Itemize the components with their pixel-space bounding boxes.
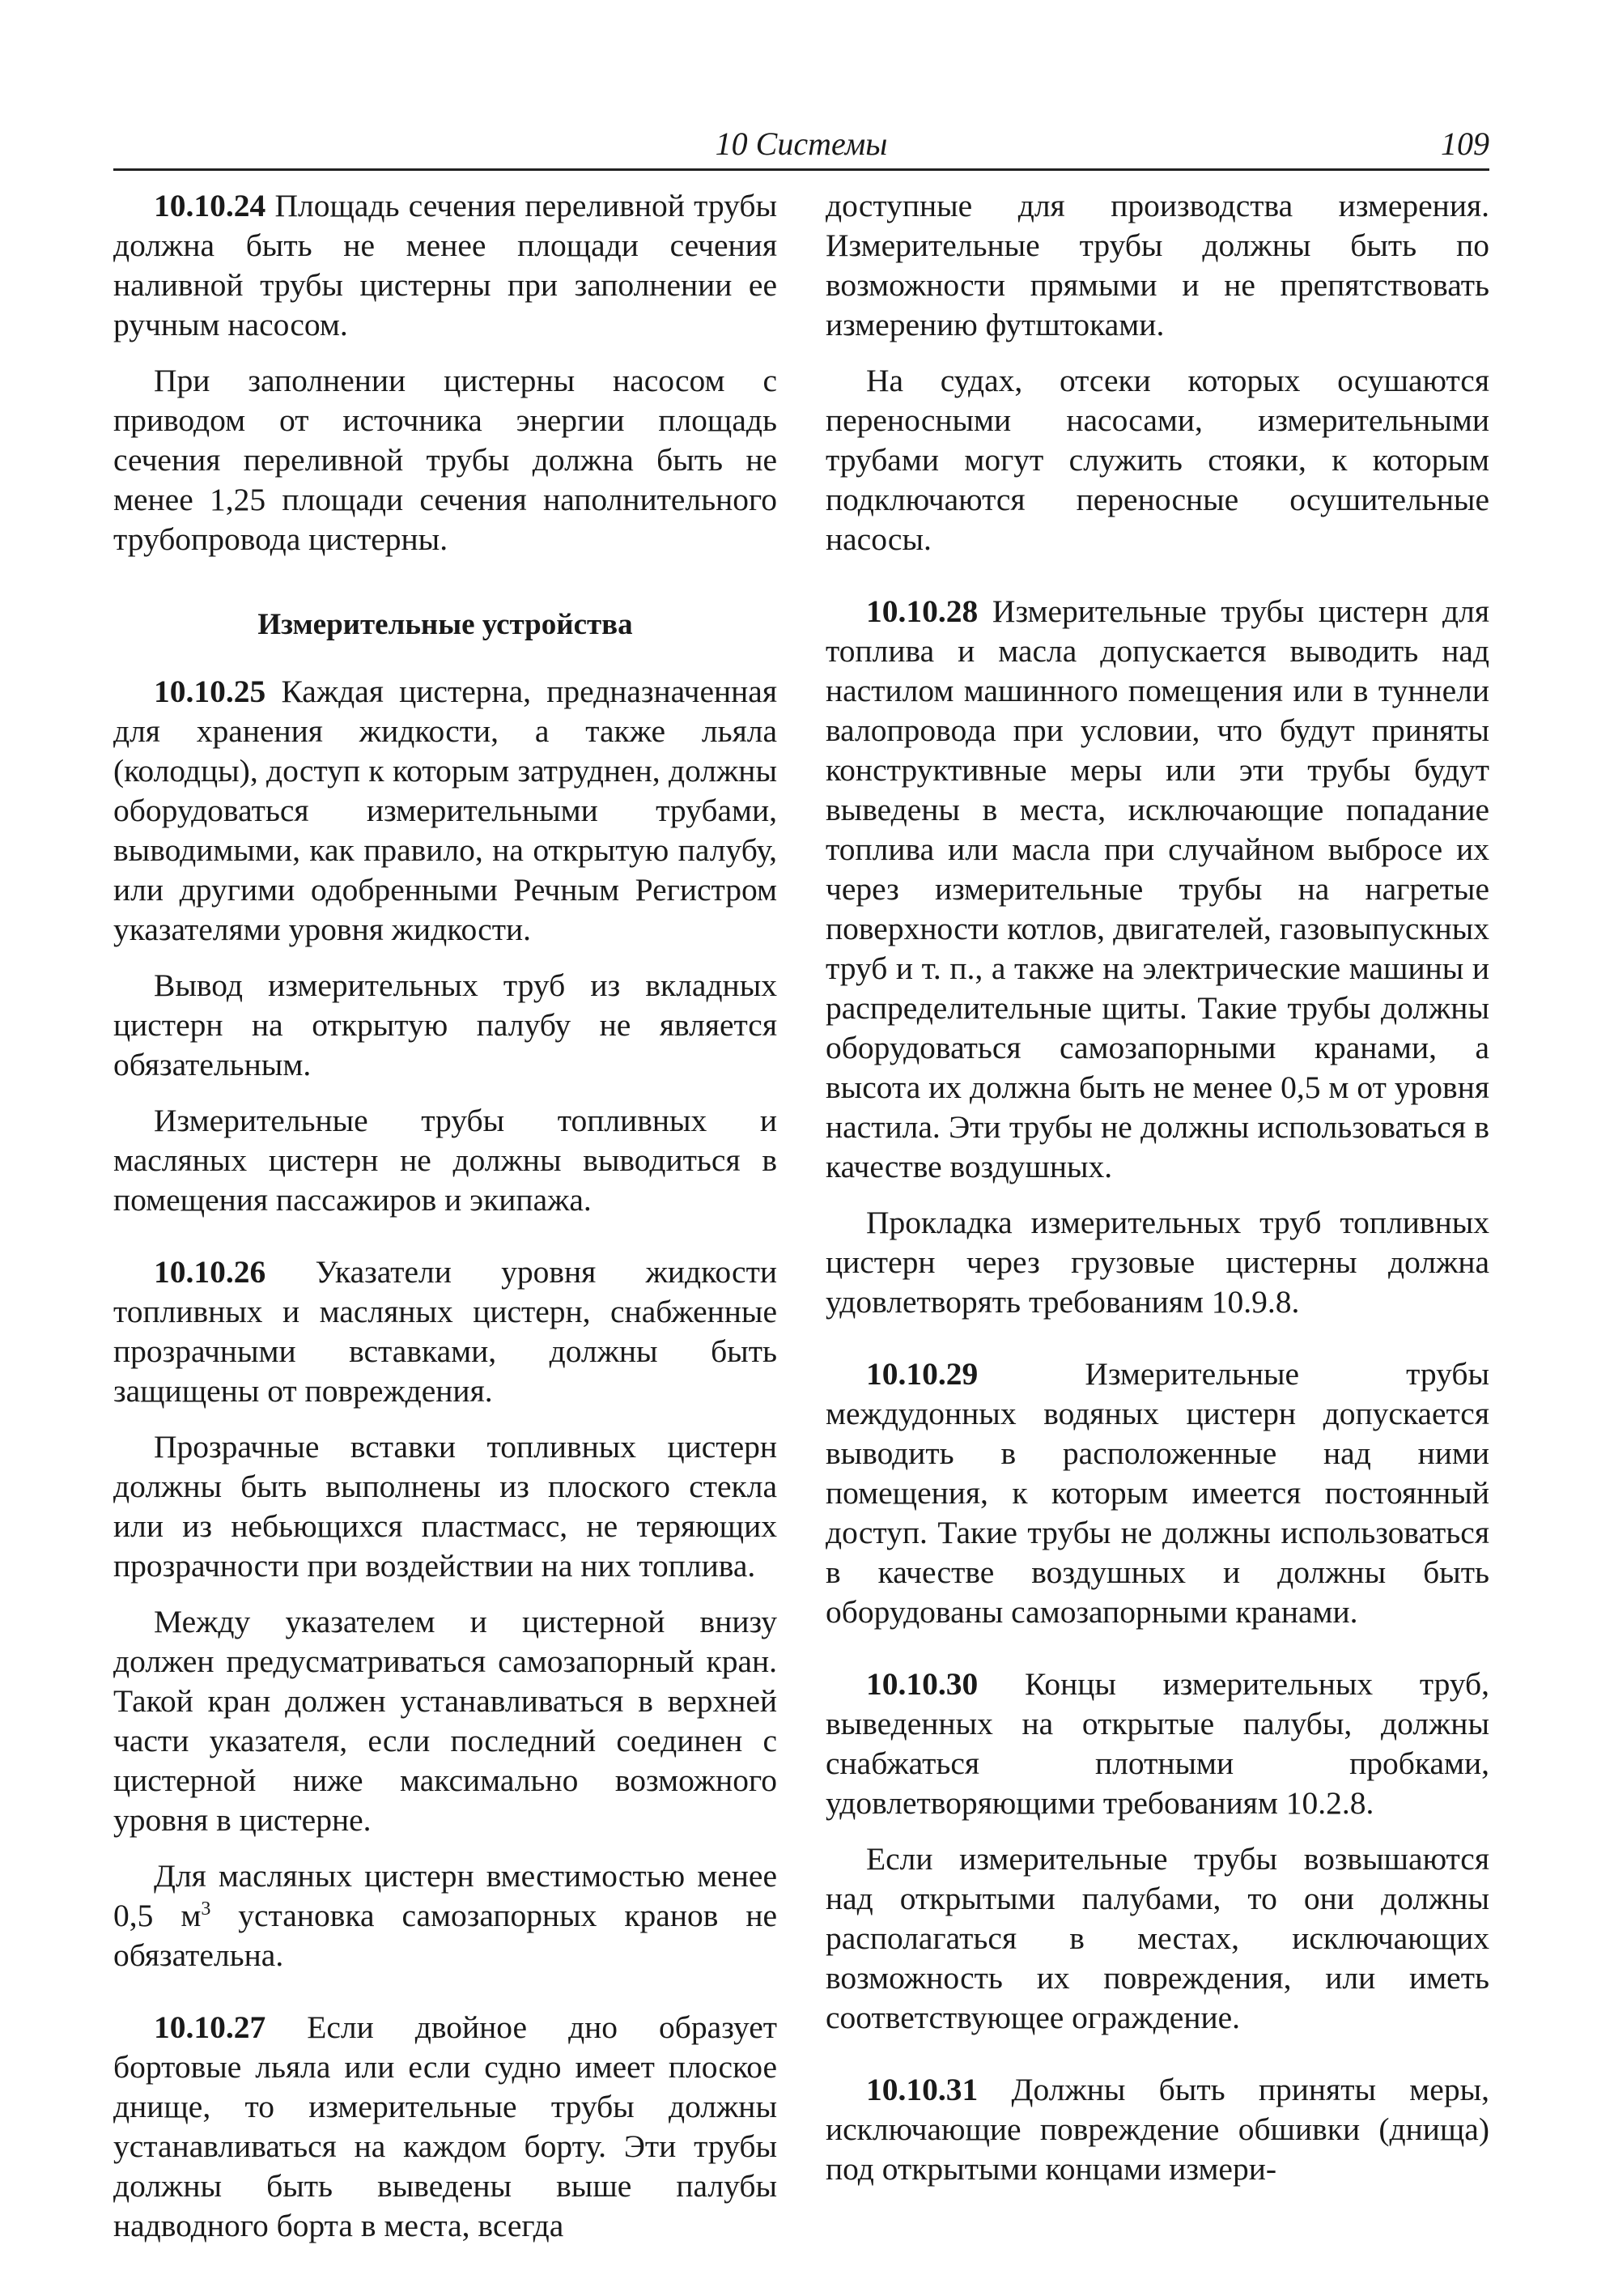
paragraph bbox=[113, 1856, 777, 1975]
clause-text: Если двойное дно образует бортовые льяла или если судно имеет плоское днище, то измерительные трубы должны устанавливаться на каждом борту. Эти трубы должны быть выведены выше палубы надводного борта в места, всегда bbox=[113, 2009, 777, 2243]
page-number: 109 bbox=[1441, 125, 1489, 162]
paragraph: Вывод измерительных труб из вкладных цистерн на открытую палубу не является обязательным. bbox=[113, 967, 777, 1082]
clause-number: 10.10.30 bbox=[866, 1666, 979, 1702]
paragraph-10-10-31 bbox=[826, 2070, 1489, 2189]
running-title: 10 Системы bbox=[715, 125, 888, 162]
clause-number: 10.10.29 bbox=[866, 1356, 979, 1392]
paragraph: Прозрачные вставки топливных цистерн должны быть выполнены из плоского стекла или из небьющихся пластмасс, не теряющих прозрачности при воздействии на них топлива. bbox=[113, 1429, 777, 1584]
clause-number: 10.10.31 bbox=[866, 2072, 979, 2107]
clause-text: Измерительные трубы цистерн для топлива и масла допускается выводить над настилом машинного помещения или в туннели валопровода при условии, что будут приняты конструктивные меры или эти трубы будут выведены в места, исключающие попадание топлива или масла при случайном выбросе их через измерительные трубы на нагретые поверхности котлов, двигателей, газовыпускных труб и т. п., а также на электрические машины и распределительные щиты. Такие трубы должны оборудоваться самозапорными кранами, а высота их должна быть не менее 0,5 м от уровня настила. Эти трубы не должны использоваться в качестве воздушных. bbox=[826, 593, 1489, 1184]
clause-number: 10.10.25 bbox=[154, 674, 266, 709]
paragraph-10-10-30 bbox=[826, 1665, 1489, 1823]
section-heading: Измерительные устройства bbox=[257, 608, 633, 641]
clause-text: Должны быть приняты меры, исключающие повреждение обшивки (днища) под открытыми концами измери- bbox=[826, 2072, 1489, 2187]
page-header bbox=[113, 120, 1489, 171]
paragraph-10-10-28 bbox=[826, 592, 1489, 1187]
clause-text: Площадь сечения переливной трубы должна быть не менее площади сечения наливной трубы цистерны при заполнении ее ручным насосом. bbox=[113, 188, 777, 342]
clause-number: 10.10.27 bbox=[154, 2009, 266, 2045]
left-column bbox=[113, 186, 777, 2262]
text-part: установка самозапорных кранов не обязательна. bbox=[113, 1898, 777, 1973]
clause-number: 10.10.26 bbox=[154, 1254, 266, 1290]
clause-text: Каждая цистерна, предназначенная для хранения жидкости, а также льяла (колодцы), доступ к которым затруднен, должны оборудоваться измерительными трубами, выводимыми, как правило, на открытую палубу, или другими одобренными Речным Регистром указателями уровня жидкости. bbox=[113, 674, 777, 947]
right-column bbox=[826, 186, 1489, 2205]
paragraph-10-10-26 bbox=[113, 1252, 777, 1411]
paragraph: Прокладка измерительных труб топливных цистерн через грузовые цистерны должна удовлетворять требованиям 10.9.8. bbox=[826, 1205, 1489, 1320]
paragraph: На судах, отсеки которых осушаются переносными насосами, измерительными трубами могут служить стояки, к которым подключаются переносные осушительные насосы. bbox=[826, 363, 1489, 557]
paragraph-10-10-27 bbox=[113, 2008, 777, 2246]
paragraph-continued: доступные для производства измерения. Измерительные трубы должны быть по возможности прямыми и не препятствовать измерению футштоками. bbox=[826, 188, 1489, 342]
paragraph-10-10-25 bbox=[113, 672, 777, 950]
paragraph-10-10-24 bbox=[113, 186, 777, 345]
paragraph: Если измерительные трубы возвышаются над открытыми палубами, то они должны располагаться в местах, исключающих возможность их повреждения, или иметь соответствующее ограждение. bbox=[826, 1841, 1489, 2035]
paragraph-10-10-29 bbox=[826, 1354, 1489, 1632]
clause-number: 10.10.28 bbox=[866, 593, 979, 629]
clause-text: Указатели уровня жидкости топливных и масляных цистерн, снабженные прозрачными вставками, должны быть защищены от повреждения. bbox=[113, 1254, 777, 1409]
paragraph: Измерительные трубы топливных и масляных цистерн не должны выводиться в помещения пассажиров и экипажа. bbox=[113, 1103, 777, 1218]
paragraph: Между указателем и цистерной внизу должен предусматриваться самозапорный кран. Такой кран должен устанавливаться в верхней части указателя, если последний соединен с цистерной ниже максимально возможного уровня в цистерне. bbox=[113, 1604, 777, 1838]
clause-text: Концы измерительных труб, выведенных на открытые палубы, должны снабжаться плотными пробками, удовлетворяющими требованиям 10.2.8. bbox=[826, 1666, 1489, 1821]
superscript: 3 bbox=[201, 1898, 211, 1920]
clause-number: 10.10.24 bbox=[154, 188, 266, 223]
text-part: Для масляных цистерн вместимостью менее 0,5 м bbox=[113, 1858, 777, 1933]
clause-text: Измерительные трубы междудонных водяных цистерн допускается выводить в расположенные над ними помещения, к которым имеется постоянный доступ. Такие трубы не должны использоваться в качестве воздушных и должны быть оборудованы самозапорными кранами. bbox=[826, 1356, 1489, 1630]
paragraph: При заполнении цистерны насосом с приводом от источника энергии площадь сечения переливной трубы должна быть не менее 1,25 площади сечения наполнительного трубопровода цистерны. bbox=[113, 363, 777, 557]
